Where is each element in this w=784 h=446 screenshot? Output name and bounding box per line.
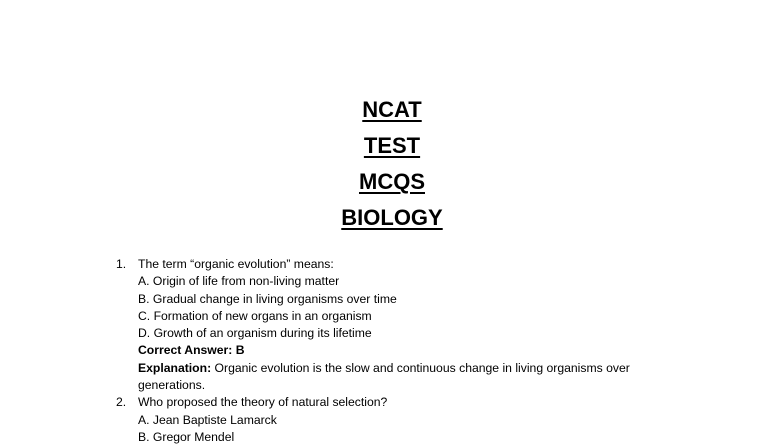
question-number: 1. <box>116 257 127 271</box>
question-text: Who proposed the theory of natural selection? <box>138 395 388 410</box>
option-b: B. Gradual change in living organisms over time <box>138 291 397 306</box>
explanation <box>138 360 676 395</box>
correct-answer-label: Correct Answer: <box>138 343 233 358</box>
option-d: D. Growth of an organism during its lifetime <box>138 326 372 341</box>
option-b: B. Gregor Mendel <box>138 429 235 444</box>
option-a: A. Origin of life from non-living matter <box>138 274 340 289</box>
question-text: The term “organic evolution” means: <box>138 257 334 271</box>
correct-answer-value: B <box>232 343 245 358</box>
option-c: C. Formation of new organs in an organism <box>138 308 372 323</box>
question-2 <box>116 394 676 446</box>
title-line-2: TEST <box>363 133 421 158</box>
title-line-3: MCQS <box>359 169 425 194</box>
question-list <box>116 256 676 446</box>
title-line-4: BIOLOGY <box>341 205 443 230</box>
explanation-text: Organic evolution is the slow and continuous change in living organisms over generations. <box>138 360 630 393</box>
correct-answer <box>138 342 676 359</box>
title-line-1: NCAT <box>362 97 422 122</box>
question-number: 2. <box>116 395 127 410</box>
option-a: A. Jean Baptiste Lamarck <box>138 412 277 427</box>
explanation-label: Explanation: <box>138 360 212 375</box>
question-1 <box>116 256 676 394</box>
document-title <box>0 92 784 236</box>
